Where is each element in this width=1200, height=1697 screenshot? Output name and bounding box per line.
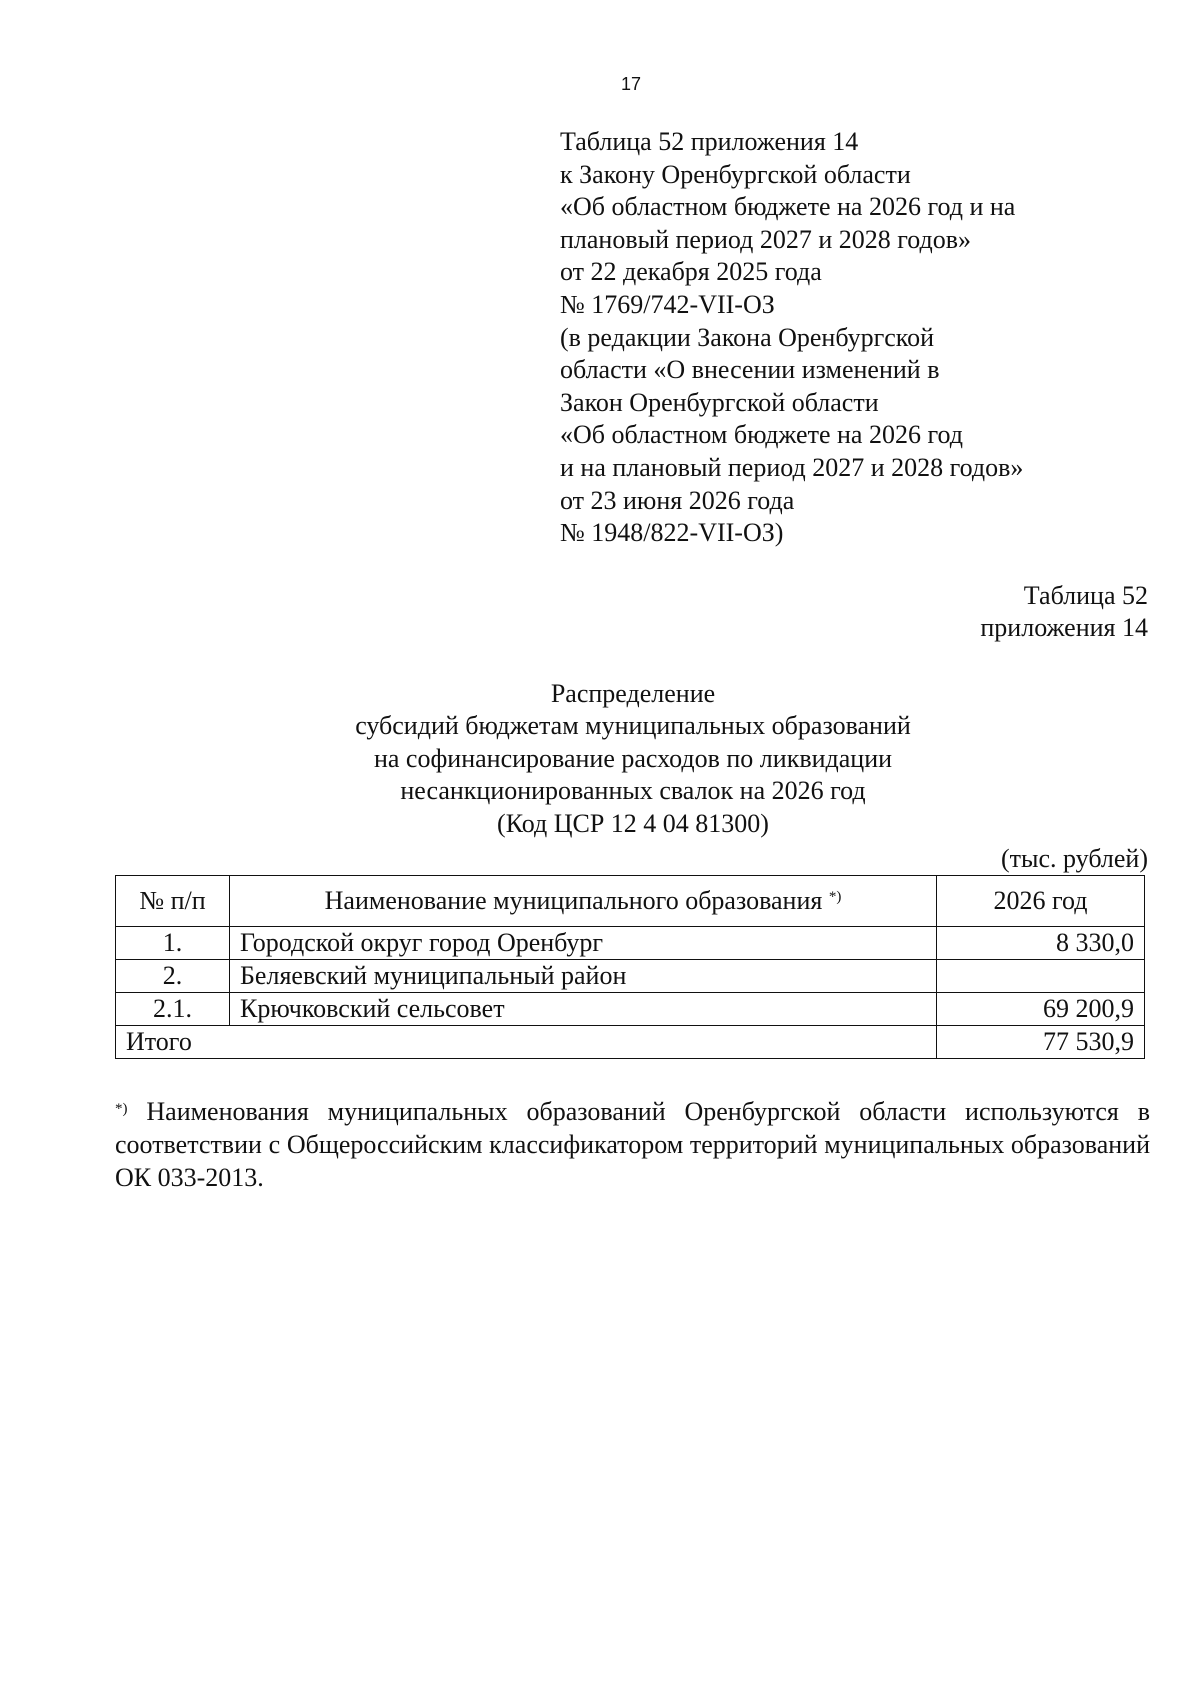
- table-reference-line: Таблица 52: [1023, 581, 1148, 610]
- table-row: [116, 927, 1145, 960]
- table-reference: [980, 580, 1148, 644]
- approval-line: и на плановый период 2027 и 2028 годов»: [560, 452, 1024, 482]
- page-number: 17: [620, 74, 642, 94]
- header-value: 2026 год: [937, 876, 1145, 927]
- footnote-text: Наименования муниципальных образований Оренбургской области используются в соответствии с Общероссийским классификатором территорий муниципальных образований ОК 033-2013.: [115, 1097, 1151, 1192]
- footnote-mark: *): [115, 1101, 128, 1117]
- heading-line: субсидий бюджетам муниципальных образований: [355, 711, 911, 741]
- approval-line: от 23 июня 2026 года: [560, 485, 795, 515]
- footnote: [115, 1095, 1150, 1194]
- document-heading: [328, 678, 938, 840]
- approval-line: № 1948/822-VII-ОЗ): [560, 518, 784, 548]
- row-value: 8 330,0: [937, 927, 1145, 960]
- header-num: № п/п: [116, 876, 230, 927]
- header-name-text: Наименование муниципального образования: [324, 886, 823, 915]
- header-footnote-mark: *): [828, 889, 842, 905]
- approval-line: «Об областном бюджете на 2026 год и на: [560, 192, 1016, 222]
- approval-line: «Об областном бюджете на 2026 год: [560, 420, 963, 450]
- heading-line: на софинансирование расходов по ликвидации: [373, 743, 893, 773]
- row-value: 69 200,9: [937, 993, 1145, 1026]
- row-value: [937, 960, 1145, 993]
- heading-line: Распределение: [550, 679, 716, 708]
- subsidy-table: [115, 875, 1145, 1059]
- approval-line: Закон Оренбургской области: [560, 387, 879, 417]
- approval-line: плановый период 2027 и 2028 годов»: [560, 224, 972, 254]
- row-name: Беляевский муниципальный район: [230, 960, 937, 993]
- approval-line: Таблица 52 приложения 14: [560, 127, 859, 156]
- header-name: [230, 876, 937, 927]
- approval-line: (в редакции Закона Оренбургской: [560, 322, 935, 352]
- approval-line: № 1769/742-VII-ОЗ: [560, 289, 775, 319]
- heading-line: несанкционированных свалок на 2026 год: [400, 776, 866, 806]
- row-num: 2.1.: [116, 993, 230, 1026]
- units-label: (тыс. рублей): [1000, 844, 1148, 873]
- table-total-row: [116, 1026, 1145, 1059]
- heading-line: (Код ЦСР 12 4 04 81300): [497, 808, 769, 838]
- approval-block: [560, 126, 1120, 550]
- table-reference-line: приложения 14: [980, 613, 1148, 642]
- table-row: [116, 960, 1145, 993]
- approval-line: к Закону Оренбургской области: [560, 159, 911, 189]
- approval-line: области «О внесении изменений в: [560, 355, 940, 385]
- table-header-row: [116, 876, 1145, 927]
- total-label: Итого: [116, 1026, 937, 1059]
- row-num: 1.: [116, 927, 230, 960]
- row-name: Крючковский сельсовет: [230, 993, 937, 1026]
- approval-line: от 22 декабря 2025 года: [560, 257, 822, 287]
- total-value: 77 530,9: [937, 1026, 1145, 1059]
- row-num: 2.: [116, 960, 230, 993]
- table-row: [116, 993, 1145, 1026]
- row-name: Городской округ город Оренбург: [230, 927, 937, 960]
